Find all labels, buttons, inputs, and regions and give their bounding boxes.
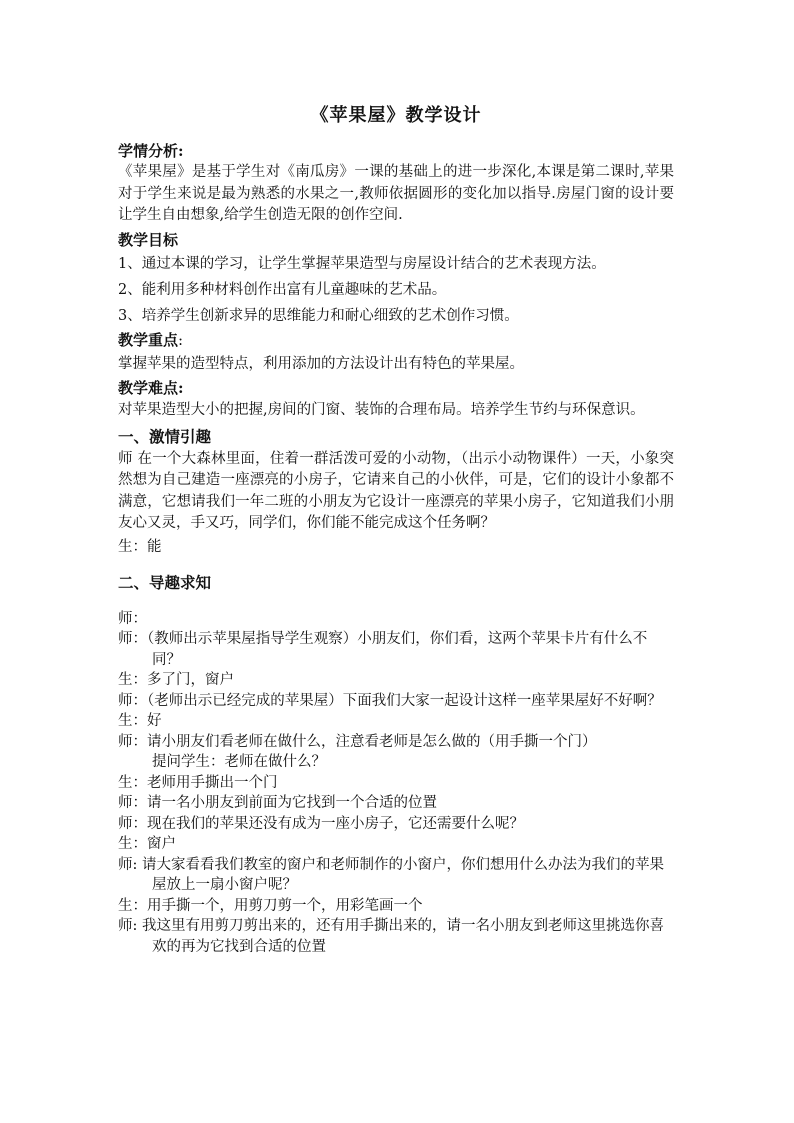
objectives-heading: 教学目标 [118, 230, 179, 249]
dialogue-line: 生：好 [118, 713, 162, 729]
objective-item-3: 3、培养学生创新求异的思维能力和耐心细致的艺术创作习惯。 [118, 307, 519, 324]
section-2-heading: 二、导趣求知 [118, 572, 212, 592]
dialogue-line: 师：（教师出示苹果屋指导学生观察）小朋友们，你们看，这两个苹果卡片有什么不同？ [118, 631, 648, 668]
dialogue-line: 生：老师用手撕出一个门 [118, 774, 278, 791]
dialogue-line: 师：请小朋友们看老师在做什么，注意看老师是怎么做的（用手撕一个门） [118, 733, 597, 750]
section-1-heading: 一、激情引趣 [118, 426, 212, 446]
dialogue-line: 师：现在我们的苹果还没有成为一座小房子，它还需要什么呢？ [118, 815, 524, 832]
dialogue-line: 生：用手撕一个，用剪刀剪一个，用彩笔画一个 [118, 897, 423, 914]
objective-item-1: 1、通过本课的学习，让学生掌握苹果造型与房屋设计结合的艺术表现方法。 [118, 255, 606, 272]
document-page [118, 102, 674, 957]
document-title: 《苹果屋》教学设计 [310, 105, 482, 126]
dialogue-line: 师：（老师出示已经完成的苹果屋）下面我们大家一起设计这样一座苹果屋好不好啊？ [118, 692, 662, 709]
dialogue-line: 师： [118, 610, 147, 627]
key-points-text: 掌握苹果的造型特点，利用添加的方法设计出有特色的苹果屋。 [118, 355, 524, 372]
objective-item-2: 2、能利用多种材料创作出富有儿童趣味的艺术品。 [118, 281, 447, 298]
difficulties-text: 对苹果造型大小的把握,房间的门窗、装饰的合理布局。培养学生节约与环保意识。 [118, 401, 645, 418]
dialogue-line: 师: 请大家看看我们教室的窗户和老师制作的小窗户，你们想用什么办法为我们的苹果屋放上一扇小窗户呢？ [118, 856, 664, 893]
key-points-heading-text: 教学重点 [118, 330, 179, 349]
key-points-heading [118, 329, 674, 351]
analysis-heading: 学情分析: [118, 142, 184, 160]
key-points-heading-colon: : [178, 330, 184, 349]
difficulties-heading: 教学难点: [118, 378, 184, 397]
dialogue-line: 师: 我这里有用剪刀剪出来的，还有用手撕出来的，请一名小朋友到老师这里挑选你喜欢的再为它找到合适的位置 [118, 918, 664, 955]
analysis-text: 《苹果屋》是基于学生对《南瓜房》一课的基础上的进一步深化,本课是第二课时,苹果对于学生来说是最为熟悉的水果之一,教师依据圆形的变化加以指导.房屋门窗的设计要让学生自由想象,给学生创造无限的创作空间. [118, 164, 674, 223]
section-1-student-text: 生：能 [118, 538, 162, 555]
dialogue-line: 生：窗户 [118, 836, 176, 852]
dialogue-line-indented: 提问学生：老师在做什么？ [152, 754, 326, 770]
section-1-teacher-text: 师 在一个大森林里面，住着一群活泼可爱的小动物，（出示小动物课件）一天，小象突然想为自己建造一座漂亮的小房子，它请来自己的小伙伴，可是，它们的设计小象都不满意，它想请我们一年二班的小朋友为它设计一座漂亮的苹果小房子，它知道我们小朋友心又灵，手又巧，同学们，你们能不能完成这个任务啊？ [118, 450, 674, 531]
dialogue-line: 师：请一名小朋友到前面为它找到一个合适的位置 [118, 795, 437, 811]
dialogue-line: 生：多了门，窗户 [118, 672, 234, 688]
